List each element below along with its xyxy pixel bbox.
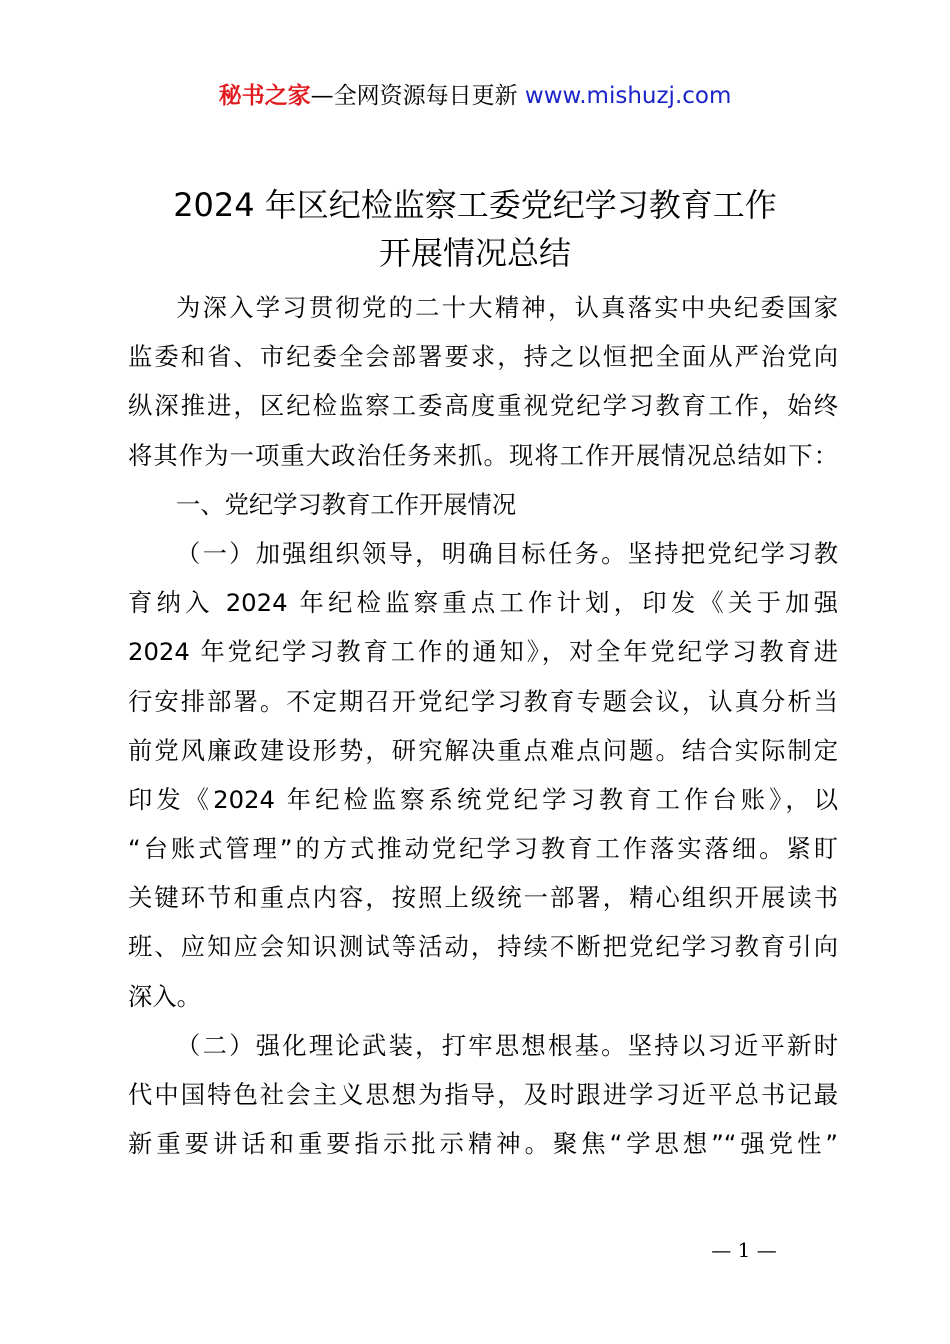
brand-name: 秘书之家 — [218, 83, 311, 109]
body-line: 2024 年党纪学习教育工作的通知》，对全年党纪学习教育进 — [128, 637, 838, 667]
body-line: 监委和省、市纪委全会部署要求，持之以恒把全面从严治党向 — [128, 342, 838, 372]
body-line: 代中国特色社会主义思想为指导，及时跟进学习近平总书记最 — [128, 1080, 838, 1109]
body-line: 纵深推进，区纪检监察工委高度重视党纪学习教育工作，始终 — [128, 391, 838, 421]
body-line: （一）加强组织领导，明确目标任务。坚持把党纪学习教 — [176, 538, 838, 568]
site-url[interactable]: www.mishuzj.com — [524, 83, 732, 109]
body-line: “台账式管理”的方式推动党纪学习教育工作落实落细。紧盯 — [128, 834, 838, 864]
body-line: 新重要讲话和重要指示批示精神。聚焦“学思想”“强党性” — [128, 1129, 838, 1159]
document-title — [0, 181, 950, 277]
title-line-2: 开展情况总结 — [378, 234, 571, 272]
body-line: 为深入学习贯彻党的二十大精神，认真落实中央纪委国家 — [176, 293, 838, 322]
body-line: 将其作为一项重大政治任务来抓。现将工作开展情况总结如下： — [128, 440, 838, 470]
section-heading: 一、党纪学习教育工作开展情况 — [176, 489, 517, 519]
header-tagline: —全网资源每日更新 — [310, 83, 525, 109]
body-line: 育纳入 2024 年纪检监察重点工作计划，印发《关于加强 — [128, 588, 838, 618]
body-line: 深入。 — [128, 981, 201, 1011]
body-line: 前党风廉政建设形势，研究解决重点难点问题。结合实际制定 — [128, 735, 838, 765]
body-line: （二）强化理论武装，打牢思想根基。坚持以习近平新时 — [176, 1030, 838, 1060]
body-line: 行安排部署。不定期召开党纪学习教育专题会议，认真分析当 — [128, 686, 838, 716]
body-line: 班、应知应会知识测试等活动，持续不断把党纪学习教育引向 — [128, 932, 838, 962]
body-line: 关键环节和重点内容，按照上级统一部署，精心组织开展读书 — [128, 883, 838, 913]
site-watermark-header — [0, 80, 950, 112]
body-line: 印发《2024 年纪检监察系统党纪学习教育工作台账》，以 — [128, 784, 838, 814]
document-body — [128, 283, 838, 1168]
title-line-1: 2024 年区纪检监察工委党纪学习教育工作 — [173, 186, 777, 224]
page-number: — 1 — — [711, 1238, 777, 1262]
